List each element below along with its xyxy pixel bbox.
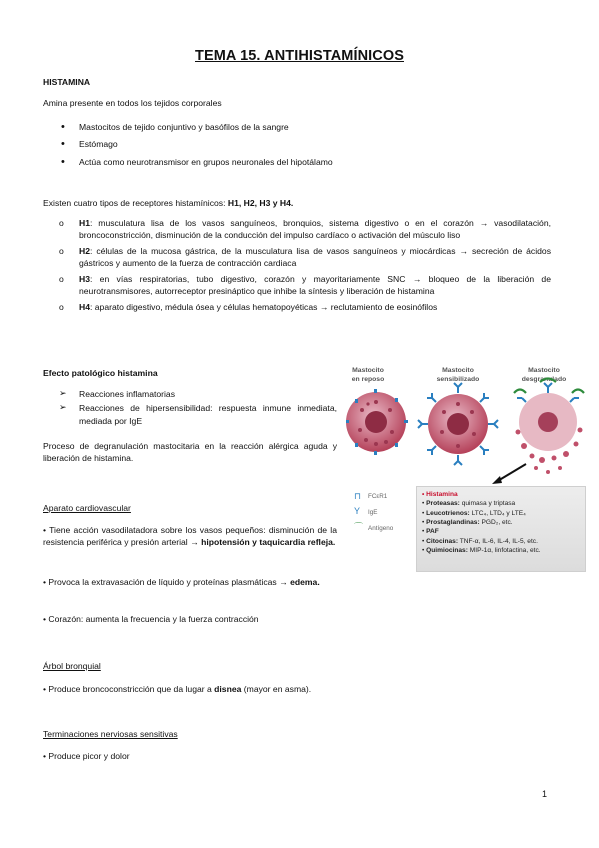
cell-label-reposo-2: en reposo	[351, 376, 385, 383]
efecto-heading: Efecto patológico histamina	[43, 368, 158, 378]
antigen-icon: ⌒	[354, 522, 364, 532]
list-item: • Mastocitos de tejido conjuntivo y basófilos de la sangre	[43, 121, 563, 133]
cardio-paragraph-3: • Corazón: aumenta la frecuencia y la fuerza contracción	[43, 614, 259, 624]
list-item: ➢ Reacciones inflamatorias	[59, 388, 176, 399]
nervios-heading: Terminaciones nerviosas sensitivas	[43, 729, 178, 739]
efecto-paragraph: Proceso de degranulación mastocitaria en la reacción alérgica aguda y liberación de histamina.	[43, 441, 337, 464]
efecto-list	[43, 388, 337, 429]
receptor-icon: ⊓	[354, 491, 362, 501]
receptors-list	[43, 217, 551, 316]
receptor-item-h1: o H1: musculatura lisa de los vasos sanguíneos, bronquios, sistema digestivo o en el corazón → vasodilatación, broncoconstricción, disminución de la conducción del impulso cardíaco o activación del músculo liso	[59, 218, 551, 241]
cardio-paragraph-2: • Provoca la extravasación de líquido y proteínas plasmáticas → edema.	[43, 577, 320, 587]
mediator-item: • Proteasas: quimasa y triptasa	[422, 500, 516, 508]
cell-label-reposo-1: Mastocito	[352, 367, 384, 374]
list-item: • Actúa como neurotransmisor en grupos neuronales del hipotálamo	[43, 156, 563, 168]
cell-label-desgranulado-1: Mastocito	[528, 367, 560, 374]
bronquial-text: • Produce broncoconstricción que da lugar a disnea (mayor en asma).	[43, 684, 312, 694]
histamina-heading: HISTAMINA	[43, 77, 91, 87]
receptor-item-h2: o H2: células de la mucosa gástrica, de la musculatura lisa de vasos sanguíneos y miocárdicas → secreción de ácidos gástricos y aumento de la fuerza de contracción cardiaca	[59, 245, 551, 269]
mediator-item: • Quimiocinas: MIP-1α, linfotactina, etc.	[422, 547, 541, 555]
cell-label-sensibilizado-1: Mastocito	[442, 367, 474, 374]
page-number: 1	[542, 789, 548, 799]
histamina-intro: Amina presente en todos los tejidos corporales	[43, 98, 222, 108]
mediator-item: • Leucotrienos: LTC₄, LTD₄ y LTE₄	[422, 509, 526, 517]
mast-cell-resting	[346, 389, 408, 455]
mediators-box	[416, 486, 586, 572]
mediator-item: • Citocinas: TNF-α, IL-6, IL-4, IL-5, etc.	[422, 537, 538, 545]
mast-cell-degranulation-figure: Mastocito en reposo Mastocito sensibilizado Mastocito desgranulado ⊓ FCεR1 Y IgE ⌒ Antígeno • Histamina • Proteasas: quimasa y triptasa • Leucotrienos: LTC₄, LTD₄ y LTE₄ • Prostaglandinas: PGD₂, etc. • PAF • Citocinas: TNF-α, IL-6, IL-4, IL-5, etc. • Quimiocinas: MIP-1α, linfotactina, etc.	[346, 360, 590, 580]
mast-cell-sensitized	[418, 383, 498, 465]
nervios-text: • Produce picor y dolor	[43, 751, 130, 761]
receptor-item-h3: o H3: en vías respiratorias, tubo digestivo, corazón y mayoritariamente SNC → bloqueo de la liberación de neurotransmisores, autorreceptor presináptico que inhibe la síntesis y liberación de histamina	[59, 273, 551, 297]
cardio-paragraph-1: • Tiene acción vasodilatadora sobre los vasos pequeños: disminución de la resistencia periférica y presión arterial → hipotensión y taquicardia refleja.	[43, 525, 337, 548]
mast-cell-diagram	[346, 360, 590, 484]
mast-cell-degranulated	[514, 379, 584, 475]
histamina-bullet-list	[43, 121, 563, 173]
receptors-intro: Existen cuatro tipos de receptores histamínicos: H1, H2, H3 y H4.	[43, 198, 294, 208]
ige-icon: Y	[354, 506, 361, 516]
receptor-item-h4: o H4: aparato digestivo, médula ósea y células hematopoyéticas → reclutamiento de eosinófilos	[59, 301, 438, 312]
cell-label-desgranulado-2: desgranulado	[521, 376, 567, 383]
cardio-heading: Aparato cardiovascular	[43, 503, 131, 513]
cell-label-sensibilizado-2: sensibilizado	[436, 376, 480, 383]
list-item: ➢ Reacciones de hipersensibilidad: respuesta inmune inmediata, mediada por IgE	[59, 402, 337, 426]
page-title: TEMA 15. ANTIHISTAMÍNICOS	[195, 48, 404, 64]
mediator-item: • Histamina	[422, 491, 458, 498]
list-item: • Estómago	[43, 138, 563, 150]
mediator-item: • PAF	[422, 528, 439, 536]
mediator-item: • Prostaglandinas: PGD₂, etc.	[422, 519, 513, 527]
bronquial-heading: Árbol bronquial	[43, 661, 101, 671]
